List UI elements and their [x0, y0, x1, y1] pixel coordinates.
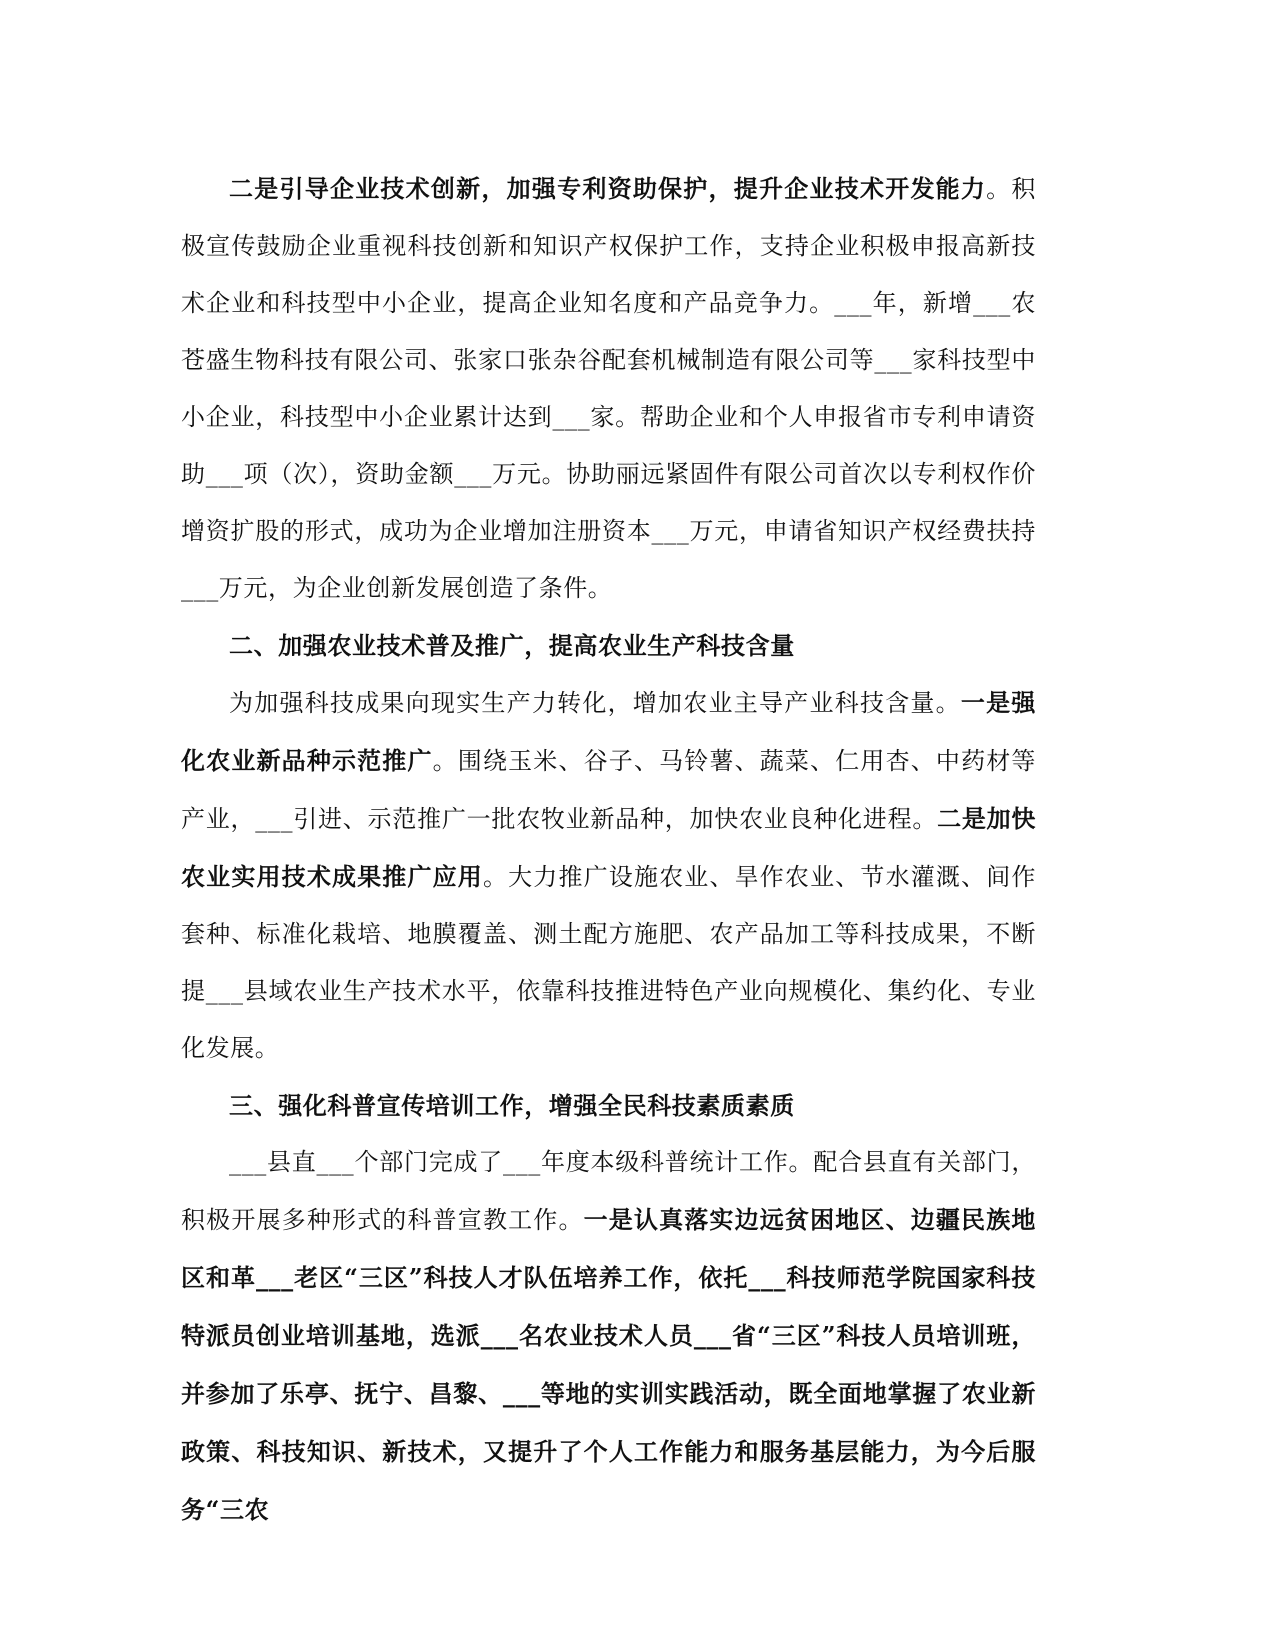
- paragraph-enterprise-innovation: [181, 160, 1036, 617]
- paragraph-bold-point-1: 一是强化农业新品种示范推广: [181, 688, 1036, 775]
- paragraph-intro: ___县直___个部门完成了___年度本级科普统计工作。配合县直有关部门，积极开展多种形式的科普宣教工作。: [181, 1148, 1036, 1234]
- paragraph-bold-point-2: 二是加快农业实用技术成果推广应用: [181, 804, 1036, 891]
- paragraph-bold-point: 一是认真落实边远贫困地区、边疆民族地区和革___老区“三区”科技人才队伍培养工作，依托___科技师范学院国家科技特派员创业培训基地，选派___名农业技术人员___省“三区”科技人员培训班，并参加了乐亭、抚宁、昌黎、___等地的实训实践活动，既全面地掌握了农业新政策、科技知识、新技术，又提升了个人工作能力和服务基层能力，为今后服务“三农: [181, 1205, 1036, 1524]
- section-heading-2: 二、加强农业技术普及推广，提高农业生产科技含量: [229, 631, 795, 660]
- document-body: [181, 160, 1036, 1539]
- paragraph-text-2: 。大力推广设施农业、旱作农业、节水灌溉、间作套种、标准化栽培、地膜覆盖、测土配方施肥、农产品加工等科技成果，不断提___县域农业生产技术水平，依靠科技推进特色产业向规模化、集约化、专业化发展。: [181, 863, 1036, 1062]
- paragraph-agriculture-tech: [181, 674, 1036, 1077]
- paragraph-bold-lead: 二是引导企业技术创新，加强专利资助保护，提升企业技术开发能力: [229, 174, 987, 203]
- paragraph-text: 。积极宣传鼓励企业重视科技创新和知识产权保护工作，支持企业积极申报高新技术企业和科技型中小企业，提高企业知名度和产品竞争力。___年，新增___农苍盛生物科技有限公司、张家口张杂谷配套机械制造有限公司等___家科技型中小企业，科技型中小企业累计达到___家。帮助企业和个人申报省市专利申请资助___项（次），资助金额___万元。协助丽远紧固件有限公司首次以专利权作价增资扩股的形式，成功为企业增加注册资本___万元，申请省知识产权经费扶持___万元，为企业创新发展创造了条件。: [181, 175, 1036, 602]
- section-heading-3: 三、强化科普宣传培训工作，增强全民科技素质素质: [229, 1091, 795, 1120]
- paragraph-science-training: [181, 1134, 1036, 1539]
- paragraph-text-1: 。围绕玉米、谷子、马铃薯、蔬菜、仁用杏、中药材等产业，___引进、示范推广一批农牧业新品种，加快农业良种化进程。: [181, 747, 1036, 833]
- paragraph-intro: 为加强科技成果向现实生产力转化，增加农业主导产业科技含量。: [229, 689, 961, 717]
